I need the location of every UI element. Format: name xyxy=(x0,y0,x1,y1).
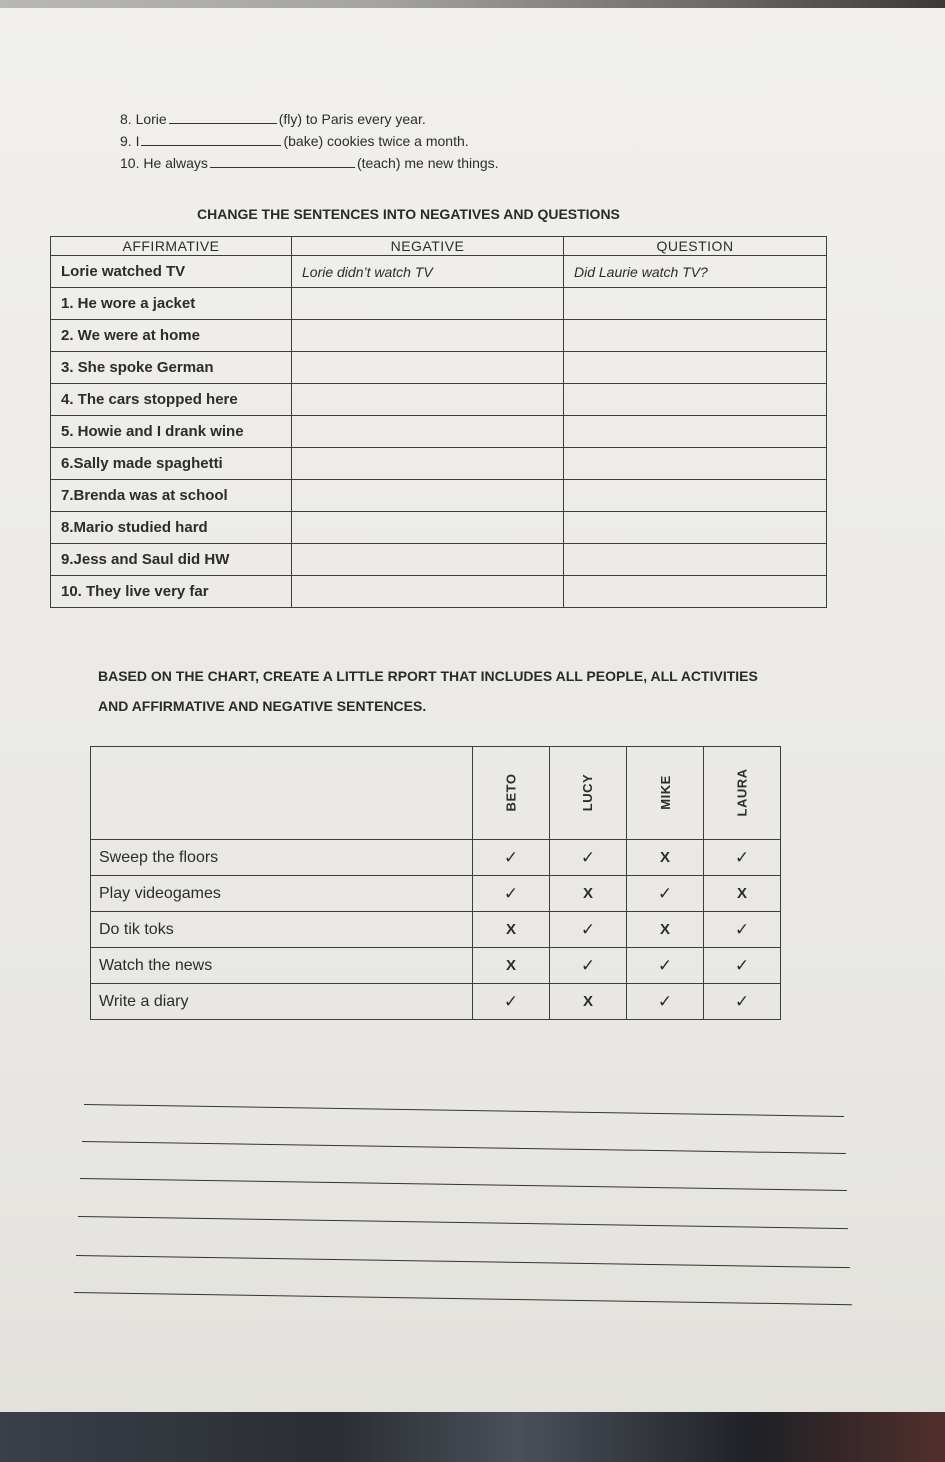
affirmative-cell: 5. Howie and I drank wine xyxy=(51,416,292,448)
negative-answer-cell[interactable] xyxy=(292,480,564,512)
mark-cell xyxy=(550,912,627,948)
x-mark-icon: X xyxy=(659,920,670,938)
negative-answer-cell[interactable] xyxy=(292,544,564,576)
check-mark-icon: ✓ xyxy=(657,955,673,975)
mark-cell xyxy=(627,948,704,984)
chart-corner-cell xyxy=(91,747,473,840)
question-answer-cell[interactable] xyxy=(564,576,827,608)
header-question: QUESTION xyxy=(564,237,827,256)
check-mark-icon: ✓ xyxy=(657,991,673,1011)
table-row xyxy=(51,352,827,384)
mark-cell xyxy=(550,984,627,1020)
table-row xyxy=(51,544,827,576)
check-mark-icon: ✓ xyxy=(503,883,519,903)
fill-in-verb: (bake) cookies twice a month. xyxy=(283,133,469,149)
affirmative-cell: 2. We were at home xyxy=(51,320,292,352)
activity-chart xyxy=(90,746,781,1020)
affirmative-cell: 4. The cars stopped here xyxy=(51,384,292,416)
check-mark-icon: ✓ xyxy=(580,955,596,975)
activity-row xyxy=(91,948,781,984)
check-mark-icon: ✓ xyxy=(734,991,750,1011)
affirmative-cell: 3. She spoke German xyxy=(51,352,292,384)
negatives-questions-table xyxy=(50,236,827,608)
mark-cell xyxy=(627,840,704,876)
table-row xyxy=(51,576,827,608)
example-affirmative: Lorie watched TV xyxy=(51,256,292,288)
table-row xyxy=(51,480,827,512)
negative-answer-cell[interactable] xyxy=(292,352,564,384)
negative-answer-cell[interactable] xyxy=(292,448,564,480)
question-answer-cell[interactable] xyxy=(564,384,827,416)
example-question: Did Laurie watch TV? xyxy=(564,256,827,288)
activity-row xyxy=(91,840,781,876)
fill-in-start: 8. Lorie xyxy=(120,111,167,127)
person-name: LAURA xyxy=(734,768,750,817)
question-answer-cell[interactable] xyxy=(564,480,827,512)
chart-header-row xyxy=(91,747,781,840)
x-mark-icon: X xyxy=(505,956,516,974)
fill-in-verb: (fly) to Paris every year. xyxy=(278,111,426,127)
fill-in-start: 9. I xyxy=(120,133,140,149)
example-row xyxy=(51,256,827,288)
mark-cell xyxy=(550,876,627,912)
activity-name: Sweep the floors xyxy=(91,840,473,876)
person-name: MIKE xyxy=(657,775,673,810)
question-answer-cell[interactable] xyxy=(564,352,827,384)
answer-blank[interactable] xyxy=(210,153,355,168)
mark-cell xyxy=(704,876,781,912)
mark-cell xyxy=(704,912,781,948)
header-negative: NEGATIVE xyxy=(292,237,564,256)
mark-cell xyxy=(627,912,704,948)
affirmative-cell: 7.Brenda was at school xyxy=(51,480,292,512)
fill-in-item xyxy=(120,152,499,174)
table-row xyxy=(51,448,827,480)
mark-cell xyxy=(473,948,550,984)
answer-blank[interactable] xyxy=(141,131,281,146)
activity-row xyxy=(91,876,781,912)
negative-answer-cell[interactable] xyxy=(292,288,564,320)
question-answer-cell[interactable] xyxy=(564,288,827,320)
affirmative-cell: 9.Jess and Saul did HW xyxy=(51,544,292,576)
fill-in-exercise xyxy=(120,108,499,174)
activity-name: Write a diary xyxy=(91,984,473,1020)
question-answer-cell[interactable] xyxy=(564,512,827,544)
mark-cell xyxy=(473,840,550,876)
affirmative-cell: 10. They live very far xyxy=(51,576,292,608)
check-mark-icon: ✓ xyxy=(580,847,596,867)
mark-cell xyxy=(550,840,627,876)
person-name: LUCY xyxy=(580,773,596,812)
mark-cell xyxy=(627,876,704,912)
fill-in-start: 10. He always xyxy=(120,155,208,171)
affirmative-cell: 1. He wore a jacket xyxy=(51,288,292,320)
person-header xyxy=(473,747,550,840)
activity-name: Play videogames xyxy=(91,876,473,912)
person-header xyxy=(550,747,627,840)
section-title-report-line1: BASED ON THE CHART, CREATE A LITTLE RPORT THAT INCLUDES ALL PEOPLE, ALL ACTIVITIES xyxy=(98,668,758,684)
activity-row xyxy=(91,912,781,948)
x-mark-icon: X xyxy=(582,884,593,902)
check-mark-icon: ✓ xyxy=(734,955,750,975)
mark-cell xyxy=(473,912,550,948)
x-mark-icon: X xyxy=(659,848,670,866)
negative-answer-cell[interactable] xyxy=(292,384,564,416)
question-answer-cell[interactable] xyxy=(564,448,827,480)
section-title-negatives: CHANGE THE SENTENCES INTO NEGATIVES AND QUESTIONS xyxy=(197,206,620,222)
table-row xyxy=(51,512,827,544)
activity-name: Do tik toks xyxy=(91,912,473,948)
negative-answer-cell[interactable] xyxy=(292,512,564,544)
check-mark-icon: ✓ xyxy=(503,991,519,1011)
mark-cell xyxy=(473,876,550,912)
person-header xyxy=(627,747,704,840)
mark-cell xyxy=(704,840,781,876)
table-header-row xyxy=(51,237,827,256)
check-mark-icon: ✓ xyxy=(657,883,673,903)
person-name: BETO xyxy=(503,773,519,812)
negative-answer-cell[interactable] xyxy=(292,576,564,608)
check-mark-icon: ✓ xyxy=(503,847,519,867)
mark-cell xyxy=(550,948,627,984)
person-header xyxy=(704,747,781,840)
header-affirmative: AFFIRMATIVE xyxy=(51,237,292,256)
fill-in-item xyxy=(120,108,499,130)
mark-cell xyxy=(704,984,781,1020)
x-mark-icon: X xyxy=(582,992,593,1010)
mark-cell xyxy=(627,984,704,1020)
background-bottom-edge xyxy=(0,1412,945,1462)
check-mark-icon: ✓ xyxy=(734,847,750,867)
x-mark-icon: X xyxy=(736,884,747,902)
check-mark-icon: ✓ xyxy=(580,919,596,939)
table-row xyxy=(51,320,827,352)
fill-in-item xyxy=(120,130,499,152)
check-mark-icon: ✓ xyxy=(734,919,750,939)
section-title-report-line2: AND AFFIRMATIVE AND NEGATIVE SENTENCES. xyxy=(98,698,427,714)
fill-in-verb: (teach) me new things. xyxy=(356,155,499,171)
affirmative-cell: 6.Sally made spaghetti xyxy=(51,448,292,480)
example-negative: Lorie didn’t watch TV xyxy=(292,256,564,288)
negative-answer-cell[interactable] xyxy=(292,320,564,352)
negative-answer-cell[interactable] xyxy=(292,416,564,448)
activity-name: Watch the news xyxy=(91,948,473,984)
affirmative-cell: 8.Mario studied hard xyxy=(51,512,292,544)
activity-row xyxy=(91,984,781,1020)
table-row xyxy=(51,288,827,320)
x-mark-icon: X xyxy=(505,920,516,938)
answer-blank[interactable] xyxy=(169,109,277,124)
question-answer-cell[interactable] xyxy=(564,544,827,576)
mark-cell xyxy=(704,948,781,984)
question-answer-cell[interactable] xyxy=(564,416,827,448)
question-answer-cell[interactable] xyxy=(564,320,827,352)
table-row xyxy=(51,384,827,416)
table-row xyxy=(51,416,827,448)
mark-cell xyxy=(473,984,550,1020)
